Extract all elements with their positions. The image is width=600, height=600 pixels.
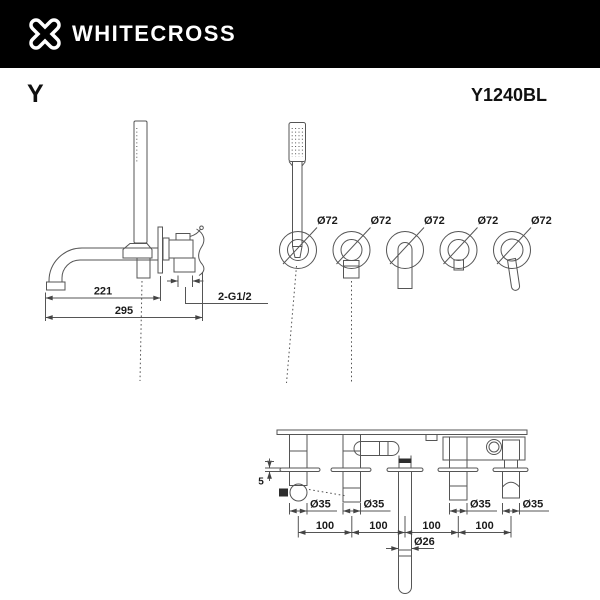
escutcheon-4-diverter (440, 232, 477, 271)
front-view (280, 123, 552, 384)
escutcheon-5-lever (494, 232, 531, 291)
shower-holder-side (123, 244, 152, 279)
spacing-label-1: 100 (315, 520, 335, 532)
shower-hose-side (140, 281, 142, 381)
spout-hole-label: Ø26 (414, 536, 435, 548)
unit-5-lever-plan (493, 460, 528, 498)
series-label: Y (27, 80, 44, 108)
unit-4-valve-plan (438, 437, 478, 500)
side-dimensions (46, 272, 269, 321)
shower-hose-front (287, 266, 297, 383)
escutcheon-label-5: Ø72 (531, 215, 552, 227)
wall-plate-side (158, 227, 163, 273)
unit-2-hose-outlet-plan (331, 435, 371, 503)
escutcheon-2-hose-outlet (333, 232, 370, 279)
spout-side (47, 248, 159, 290)
spacing-label-3: 100 (422, 520, 441, 532)
mounting-bar (277, 430, 527, 441)
escutcheon-label-3: Ø72 (424, 215, 445, 227)
dim-connection-thread: 2-G1/2 (218, 291, 252, 303)
escutcheon-label-2: Ø72 (370, 215, 392, 227)
hand-shower-side (134, 121, 147, 243)
dim-spout-reach: 221 (93, 285, 113, 298)
escutcheon-label-1: Ø72 (317, 215, 338, 227)
brand-name: WHITECROSS (72, 21, 237, 46)
escutcheon-1-holder (280, 232, 317, 269)
hole-label-2: Ø35 (363, 498, 385, 511)
unit-3-spout-plan (354, 442, 423, 594)
dim-overall-depth: 295 (114, 305, 134, 317)
side-view (46, 121, 269, 381)
hole-label-1: Ø35 (310, 498, 331, 511)
manifold-body (443, 437, 525, 460)
plate-thickness-label: 5 (258, 476, 264, 488)
hole-label-3: Ø35 (470, 498, 491, 511)
escutcheon-label-4: Ø72 (477, 215, 499, 227)
hole-label-4: Ø35 (522, 498, 544, 511)
valve-body-side (163, 226, 204, 276)
plan-view (258, 430, 549, 594)
escutcheon-3-spout (387, 232, 424, 289)
plan-hose-coil (309, 490, 347, 497)
spacing-label-2: 100 (369, 520, 388, 532)
unit-1-shower-holder-plan (279, 435, 320, 502)
spacing-label-4: 100 (475, 520, 494, 532)
hand-shower-front (289, 123, 306, 258)
model-code: Y1240BL (470, 85, 547, 105)
